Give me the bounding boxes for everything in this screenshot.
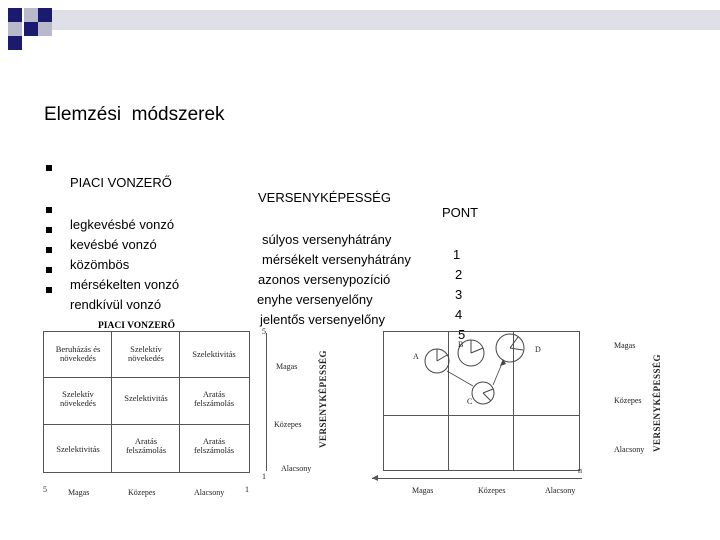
matrix2-x-label: Magas <box>412 486 434 495</box>
matrix1-divider <box>179 331 180 472</box>
bubble-c-sector <box>483 389 493 393</box>
right-y-label: Magas <box>614 341 636 350</box>
matrix1-cell: Szelektivitás <box>192 349 236 359</box>
item-points: 1 <box>453 247 461 262</box>
deco-square <box>8 22 22 36</box>
point-label-d: D <box>535 345 541 354</box>
matrix1-cell: Szelektivitás <box>124 393 168 403</box>
matrix1-cell: Beruházás és növekedés <box>55 344 101 363</box>
bubble-d-sector <box>510 348 523 350</box>
item-points: 3 <box>455 287 463 302</box>
item-points: 5 <box>458 327 466 342</box>
item-competitiveness: enyhe versenyelőny <box>257 292 373 307</box>
matrix1-cell: Szelektív növekedés <box>128 344 164 363</box>
matrix2-y-label: Alacsony <box>281 464 312 473</box>
matrix1-x-label: Alacsony <box>194 488 225 497</box>
matrix2-bubbles <box>383 331 583 431</box>
right-y-label: Alacsony <box>614 445 645 454</box>
header-row <box>0 160 720 220</box>
matrix2-corner-bottom: 1 <box>262 472 266 481</box>
item-points: 4 <box>455 307 463 322</box>
matrix1-divider <box>43 424 249 425</box>
arrow-left-icon <box>372 475 378 481</box>
item-competitiveness: azonos versenypozíció <box>258 272 391 287</box>
header-col-competitiveness: VERSENYKÉPESSÉG <box>258 190 391 205</box>
deco-square <box>24 8 38 22</box>
matrix1-divider <box>111 331 112 472</box>
matrix1-cell: Szelektivitás <box>56 444 100 454</box>
matrix2-x-label: Közepes <box>478 486 506 495</box>
deco-square <box>38 22 52 36</box>
arrow-head <box>500 359 506 366</box>
matrix1-corner-left: 5 <box>43 485 47 494</box>
matrix2-corner-right: n <box>578 466 582 475</box>
matrix2-corner-top: 5 <box>262 327 266 336</box>
matrix1-divider <box>43 377 249 378</box>
deco-square <box>8 36 22 50</box>
matrix2-x-axis-line <box>372 478 582 479</box>
matrix1-cell: Aratás felszámolás <box>125 436 167 455</box>
matrix2-y-label: Közepes <box>274 420 302 429</box>
matrix1-cell: Aratás felszámolás <box>193 389 235 408</box>
matrix2-axis-line <box>266 333 267 471</box>
matrix1-x-label: Magas <box>68 488 90 497</box>
header-bar <box>52 10 720 30</box>
deco-square <box>8 8 22 22</box>
header-col-attractiveness: PIACI VONZERŐ <box>70 175 172 190</box>
deco-square <box>38 8 52 22</box>
header-col-points: PONT <box>442 205 479 220</box>
slide-title: Elemzési módszerek <box>44 104 225 125</box>
bubble-b-sector <box>471 348 483 353</box>
item-competitiveness: jelentős versenyelőny <box>260 312 386 327</box>
point-label-c: C <box>467 397 473 406</box>
bubble-a-sector <box>437 355 447 361</box>
bubble-d-sector <box>510 337 518 348</box>
right-y-axis-title: VERSENYKÉPESSÉG <box>652 353 662 452</box>
matrix1-cell: Aratás felszámolás <box>193 436 235 455</box>
bubble-c-sector <box>483 393 491 401</box>
matrix2-y-label: Magas <box>276 362 298 371</box>
point-label-a: A <box>413 352 419 361</box>
matrix2-y-axis-title: VERSENYKÉPESSÉG <box>318 349 328 448</box>
matrix2-x-label: Alacsony <box>545 486 576 495</box>
deco-square <box>24 22 38 36</box>
item-attractiveness: legkevésbé vonzó <box>70 217 175 232</box>
item-attractiveness: kevésbé vonzó <box>70 237 157 252</box>
right-y-label: Közepes <box>614 396 642 405</box>
item-attractiveness: közömbös <box>70 257 130 272</box>
item-competitiveness: mérsékelt versenyhátrány <box>262 252 411 267</box>
point-label-b: B <box>458 340 464 349</box>
matrix1-title: PIACI VONZERŐ <box>98 321 175 331</box>
item-competitiveness: súlyos versenyhátrány <box>262 232 392 247</box>
item-attractiveness: rendkívül vonzó <box>70 297 162 312</box>
item-attractiveness: mérsékelten vonzó <box>70 277 180 292</box>
matrix1-corner-right: 1 <box>245 485 249 494</box>
arrow-line <box>447 371 473 386</box>
matrix1-x-label: Közepes <box>128 488 156 497</box>
matrix1-cell: Szelektív növekedés <box>60 389 96 408</box>
item-points: 2 <box>455 267 463 282</box>
